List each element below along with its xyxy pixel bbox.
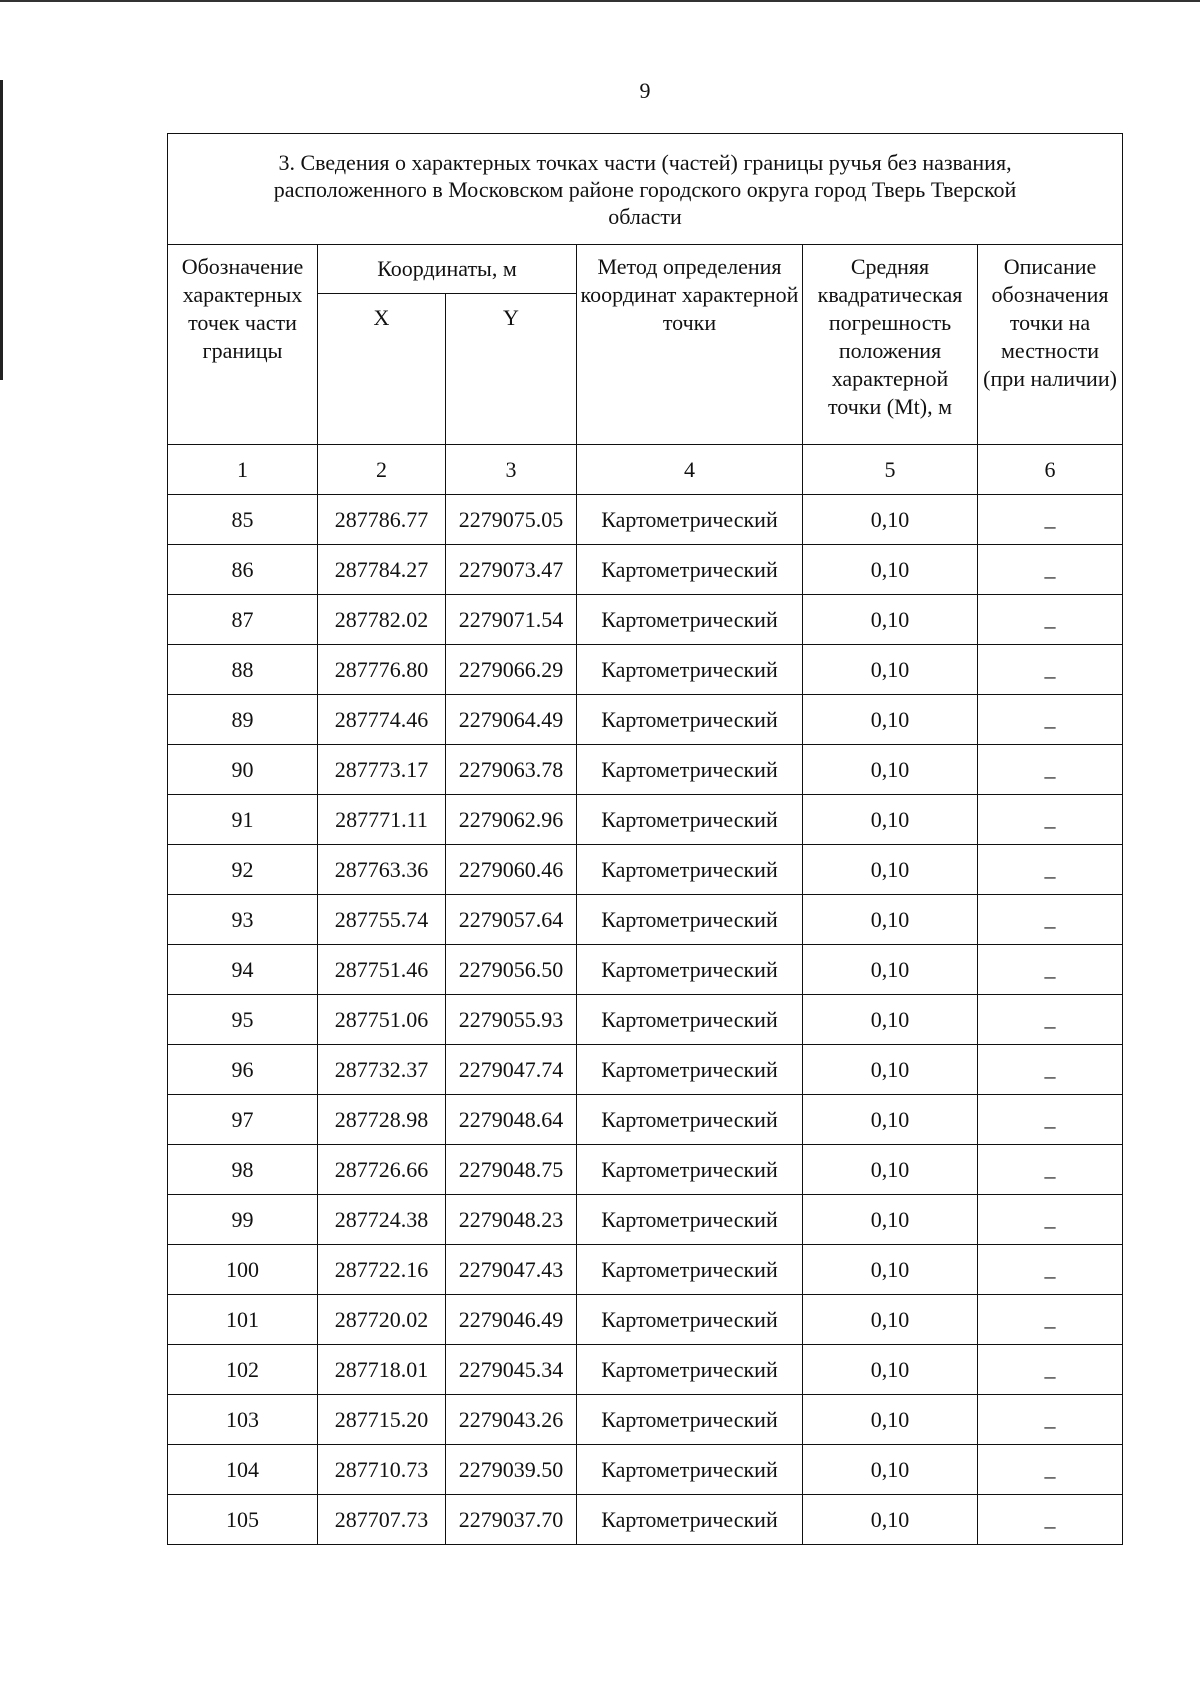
table-row (168, 645, 1123, 695)
x-coordinate-cell: 287728.98 (318, 1095, 446, 1145)
point-cell: 98 (168, 1145, 318, 1195)
method-cell: Картометрический (577, 1245, 803, 1295)
description-dash: – (1044, 1312, 1056, 1338)
x-coordinate-cell: 287724.38 (318, 1195, 446, 1245)
error-cell: 0,10 (803, 1445, 978, 1495)
method-cell: Картометрический (577, 1445, 803, 1495)
y-coordinate-cell: 2279048.23 (446, 1195, 577, 1245)
x-coordinate-cell: 287763.36 (318, 845, 446, 895)
error-cell: 0,10 (803, 1245, 978, 1295)
x-coordinate-cell: 287773.17 (318, 745, 446, 795)
description-dash: – (1044, 1012, 1056, 1038)
y-coordinate-cell: 2279060.46 (446, 845, 577, 895)
y-coordinate-cell: 2279062.96 (446, 795, 577, 845)
method-cell: Картометрический (577, 595, 803, 645)
point-cell: 96 (168, 1045, 318, 1095)
table-row (168, 1245, 1123, 1295)
description-dash: – (1044, 1212, 1056, 1238)
table-row (168, 545, 1123, 595)
column-number: 5 (803, 445, 978, 495)
point-cell: 95 (168, 995, 318, 1045)
table-row (168, 745, 1123, 795)
method-cell: Картометрический (577, 1045, 803, 1095)
point-cell: 93 (168, 895, 318, 945)
scan-edge-left (0, 80, 3, 380)
header-coordinates: Координаты, м (318, 245, 577, 294)
y-coordinate-cell: 2279037.70 (446, 1495, 577, 1545)
table-row (168, 495, 1123, 545)
error-cell: 0,10 (803, 795, 978, 845)
y-coordinate-cell: 2279063.78 (446, 745, 577, 795)
method-cell: Картометрический (577, 995, 803, 1045)
error-cell: 0,10 (803, 1395, 978, 1445)
error-cell: 0,10 (803, 645, 978, 695)
point-cell: 85 (168, 495, 318, 545)
description-cell (978, 1245, 1123, 1295)
section-title-line2: расположенного в Московском районе городского округа город Тверь Тверской (273, 176, 1017, 202)
error-cell: 0,10 (803, 1195, 978, 1245)
description-cell (978, 745, 1123, 795)
description-cell (978, 1345, 1123, 1395)
error-cell: 0,10 (803, 545, 978, 595)
page-number: 9 (639, 78, 651, 103)
description-cell (978, 1195, 1123, 1245)
point-cell: 86 (168, 545, 318, 595)
x-coordinate-cell: 287751.06 (318, 995, 446, 1045)
header-method: Метод определения координат характерной точки (577, 245, 803, 445)
description-dash: – (1044, 712, 1056, 738)
table-row (168, 1145, 1123, 1195)
y-coordinate-cell: 2279045.34 (446, 1345, 577, 1395)
x-coordinate-cell: 287715.20 (318, 1395, 446, 1445)
y-coordinate-cell: 2279055.93 (446, 995, 577, 1045)
header-error: Средняя квадратическая погрешность положения характерной точки (Mt), м (803, 245, 978, 445)
method-cell: Картометрический (577, 1145, 803, 1195)
point-cell: 91 (168, 795, 318, 845)
x-coordinate-cell: 287771.11 (318, 795, 446, 845)
x-coordinate-cell: 287751.46 (318, 945, 446, 995)
x-coordinate-cell: 287707.73 (318, 1495, 446, 1545)
y-coordinate-cell: 2279046.49 (446, 1295, 577, 1345)
error-cell: 0,10 (803, 1295, 978, 1345)
description-cell (978, 1095, 1123, 1145)
header-x: X (318, 294, 446, 445)
description-cell (978, 1495, 1123, 1545)
error-cell: 0,10 (803, 995, 978, 1045)
description-cell (978, 1395, 1123, 1445)
description-dash: – (1044, 962, 1056, 988)
description-cell (978, 1295, 1123, 1345)
method-cell: Картометрический (577, 1095, 803, 1145)
point-cell: 97 (168, 1095, 318, 1145)
x-coordinate-cell: 287718.01 (318, 1345, 446, 1395)
y-coordinate-cell: 2279047.74 (446, 1045, 577, 1095)
column-number: 3 (446, 445, 577, 495)
table-row (168, 1495, 1123, 1545)
section-title-line1: 3. Сведения о характерных точках части (частей) границы ручья без названия, (278, 149, 1012, 175)
method-cell: Картометрический (577, 645, 803, 695)
header-point-designation: Обозначение характерных точек части границы (168, 245, 318, 445)
point-cell: 88 (168, 645, 318, 695)
y-coordinate-cell: 2279039.50 (446, 1445, 577, 1495)
point-cell: 100 (168, 1245, 318, 1295)
description-dash: – (1044, 762, 1056, 788)
method-cell: Картометрический (577, 495, 803, 545)
scan-edge-top (0, 0, 1200, 2)
table-row (168, 845, 1123, 895)
description-dash: – (1044, 812, 1056, 838)
x-coordinate-cell: 287782.02 (318, 595, 446, 645)
description-dash: – (1044, 1162, 1056, 1188)
x-coordinate-cell: 287786.77 (318, 495, 446, 545)
table-row (168, 995, 1123, 1045)
error-cell: 0,10 (803, 1095, 978, 1145)
table-row (168, 1295, 1123, 1345)
table-row (168, 945, 1123, 995)
error-cell: 0,10 (803, 945, 978, 995)
y-coordinate-cell: 2279056.50 (446, 945, 577, 995)
x-coordinate-cell: 287726.66 (318, 1145, 446, 1195)
section-title-line3: области (608, 203, 682, 229)
y-coordinate-cell: 2279066.29 (446, 645, 577, 695)
column-number: 1 (168, 445, 318, 495)
description-cell (978, 795, 1123, 845)
method-cell: Картометрический (577, 795, 803, 845)
point-cell: 94 (168, 945, 318, 995)
description-cell (978, 545, 1123, 595)
description-dash: – (1044, 1112, 1056, 1138)
x-coordinate-cell: 287755.74 (318, 895, 446, 945)
column-number: 4 (577, 445, 803, 495)
point-cell: 89 (168, 695, 318, 745)
column-number: 2 (318, 445, 446, 495)
x-coordinate-cell: 287776.80 (318, 645, 446, 695)
error-cell: 0,10 (803, 1345, 978, 1395)
point-cell: 102 (168, 1345, 318, 1395)
point-cell: 92 (168, 845, 318, 895)
point-cell: 101 (168, 1295, 318, 1345)
method-cell: Картометрический (577, 1395, 803, 1445)
column-number: 6 (978, 445, 1123, 495)
y-coordinate-cell: 2279057.64 (446, 895, 577, 945)
section-title (168, 134, 1123, 245)
error-cell: 0,10 (803, 745, 978, 795)
description-cell (978, 1145, 1123, 1195)
method-cell: Картометрический (577, 545, 803, 595)
description-cell (978, 695, 1123, 745)
method-cell: Картометрический (577, 895, 803, 945)
x-coordinate-cell: 287710.73 (318, 1445, 446, 1495)
description-dash: – (1044, 512, 1056, 538)
y-coordinate-cell: 2279073.47 (446, 545, 577, 595)
method-cell: Картометрический (577, 945, 803, 995)
description-dash: – (1044, 662, 1056, 688)
description-dash: – (1044, 912, 1056, 938)
y-coordinate-cell: 2279064.49 (446, 695, 577, 745)
error-cell: 0,10 (803, 845, 978, 895)
description-dash: – (1044, 562, 1056, 588)
description-cell (978, 1445, 1123, 1495)
description-dash: – (1044, 612, 1056, 638)
y-coordinate-cell: 2279071.54 (446, 595, 577, 645)
header-y: Y (446, 294, 577, 445)
table-row (168, 1445, 1123, 1495)
error-cell: 0,10 (803, 695, 978, 745)
error-cell: 0,10 (803, 1495, 978, 1545)
description-cell (978, 945, 1123, 995)
point-cell: 90 (168, 745, 318, 795)
y-coordinate-cell: 2279048.75 (446, 1145, 577, 1195)
description-dash: – (1044, 1362, 1056, 1388)
x-coordinate-cell: 287774.46 (318, 695, 446, 745)
x-coordinate-cell: 287784.27 (318, 545, 446, 595)
error-cell: 0,10 (803, 895, 978, 945)
y-coordinate-cell: 2279075.05 (446, 495, 577, 545)
table-row (168, 1045, 1123, 1095)
method-cell: Картометрический (577, 695, 803, 745)
x-coordinate-cell: 287720.02 (318, 1295, 446, 1345)
y-coordinate-cell: 2279048.64 (446, 1095, 577, 1145)
description-dash: – (1044, 1062, 1056, 1088)
description-dash: – (1044, 1412, 1056, 1438)
description-cell (978, 995, 1123, 1045)
header-description: Описание обозначения точки на местности (при наличии) (978, 245, 1123, 445)
description-cell (978, 1045, 1123, 1095)
error-cell: 0,10 (803, 595, 978, 645)
boundary-points-table (167, 133, 1123, 1545)
method-cell: Картометрический (577, 1345, 803, 1395)
description-dash: – (1044, 862, 1056, 888)
description-cell (978, 895, 1123, 945)
description-cell (978, 495, 1123, 545)
method-cell: Картометрический (577, 1495, 803, 1545)
table-row (168, 695, 1123, 745)
x-coordinate-cell: 287732.37 (318, 1045, 446, 1095)
description-cell (978, 845, 1123, 895)
point-cell: 99 (168, 1195, 318, 1245)
method-cell: Картометрический (577, 1195, 803, 1245)
table-row (168, 795, 1123, 845)
table-row (168, 1345, 1123, 1395)
method-cell: Картометрический (577, 845, 803, 895)
y-coordinate-cell: 2279043.26 (446, 1395, 577, 1445)
method-cell: Картометрический (577, 1295, 803, 1345)
point-cell: 87 (168, 595, 318, 645)
description-cell (978, 595, 1123, 645)
description-dash: – (1044, 1262, 1056, 1288)
table-row (168, 1195, 1123, 1245)
method-cell: Картометрический (577, 745, 803, 795)
table-row (168, 1395, 1123, 1445)
y-coordinate-cell: 2279047.43 (446, 1245, 577, 1295)
description-dash: – (1044, 1462, 1056, 1488)
table-row (168, 1095, 1123, 1145)
error-cell: 0,10 (803, 495, 978, 545)
description-cell (978, 645, 1123, 695)
point-cell: 103 (168, 1395, 318, 1445)
x-coordinate-cell: 287722.16 (318, 1245, 446, 1295)
table-row (168, 595, 1123, 645)
point-cell: 104 (168, 1445, 318, 1495)
point-cell: 105 (168, 1495, 318, 1545)
error-cell: 0,10 (803, 1045, 978, 1095)
table-row (168, 895, 1123, 945)
error-cell: 0,10 (803, 1145, 978, 1195)
description-dash: – (1044, 1512, 1056, 1538)
